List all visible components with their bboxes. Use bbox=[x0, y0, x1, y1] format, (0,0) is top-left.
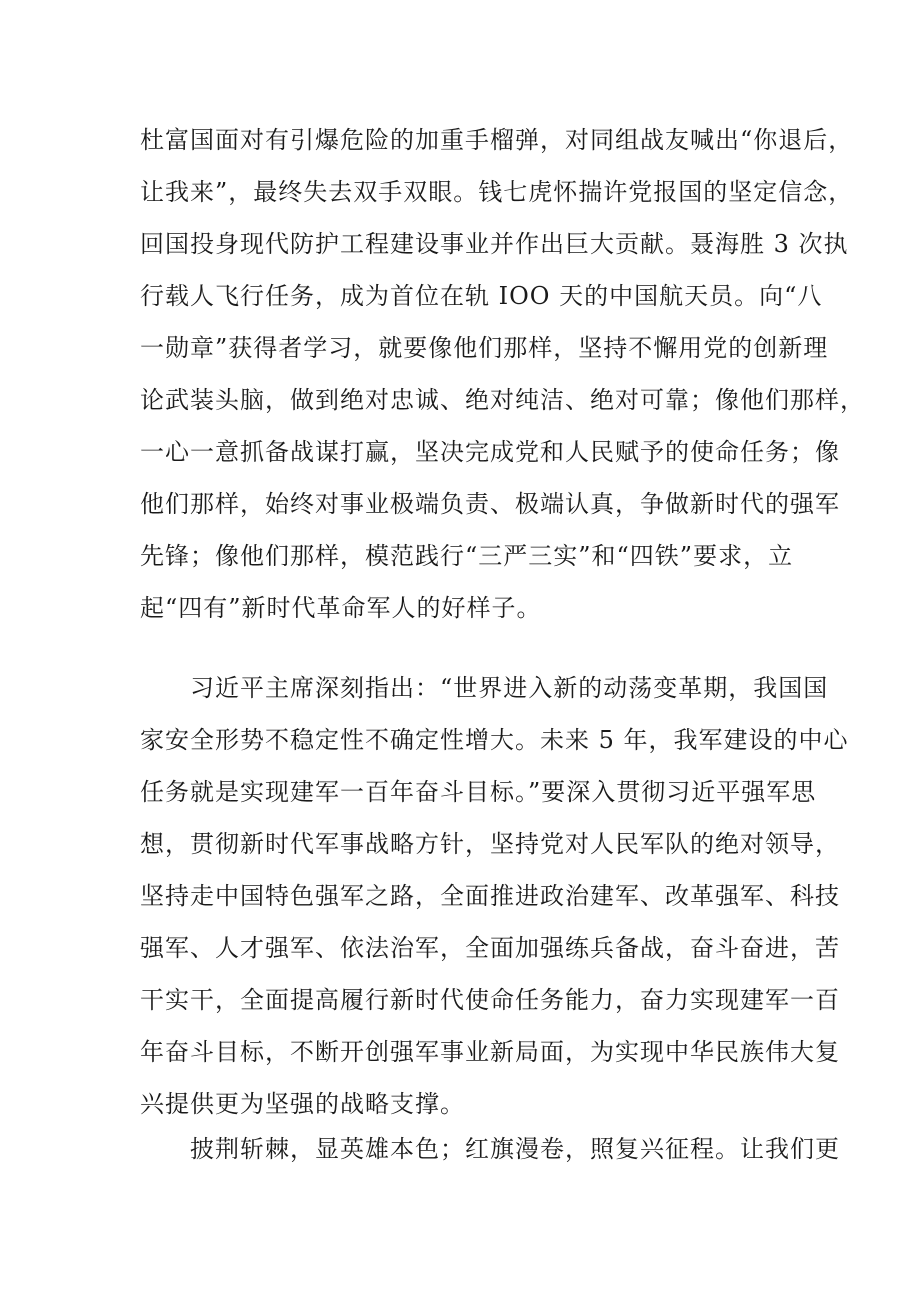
text-line: 杜富国面对有引爆危险的加重手榴弹，对同组战友喊出“你退后， bbox=[140, 126, 854, 154]
text-line: 想，贯彻新时代军事战略方针，坚持党对人民军队的绝对领导， bbox=[140, 830, 840, 858]
text-line: 一勋章”获得者学习，就要像他们那样，坚持不懈用党的创新理 bbox=[140, 334, 829, 362]
text-line: 习近平主席深刻指出：“世界进入新的动荡变革期，我国国 bbox=[140, 674, 829, 702]
text-line: 起“四有”新时代革命军人的好样子。 bbox=[140, 594, 542, 622]
paragraph-2 bbox=[140, 662, 849, 1130]
text-line: 回国投身现代防护工程建设事业并作出巨大贡献。聂海胜 3 次执 bbox=[140, 230, 849, 258]
text-line: 家安全形势不稳定性不确定性增大。未来 5 年，我军建设的中心 bbox=[140, 726, 849, 754]
text-line: 他们那样，始终对事业极端负责、极端认真，争做新时代的强军 bbox=[140, 490, 840, 518]
text-line: 强军、人才强军、依法治军，全面加强练兵备战，奋斗奋进，苦 bbox=[140, 934, 840, 962]
text-line: 披荆斩棘，显英雄本色；红旗漫卷，照复兴征程。让我们更 bbox=[140, 1135, 840, 1163]
text-line: 论武装头脑，做到绝对忠诚、绝对纯洁、绝对可靠；像他们那样， bbox=[140, 386, 865, 414]
paragraph-3 bbox=[140, 1123, 840, 1175]
text-line: 任务就是实现建军一百年奋斗目标。”要深入贯彻习近平强军思 bbox=[140, 778, 817, 806]
text-line: 一心一意抓备战谋打赢，坚决完成党和人民赋予的使命任务；像 bbox=[140, 438, 840, 466]
text-line: 坚持走中国特色强军之路，全面推进政治建军、改革强军、科技 bbox=[140, 882, 840, 910]
text-line: 兴提供更为坚强的战略支撑。 bbox=[140, 1090, 465, 1118]
text-line: 让我来”，最终失去双手双眼。钱七虎怀揣许党报国的坚定信念， bbox=[140, 178, 854, 206]
text-line: 干实干，全面提高履行新时代使命任务能力，奋力实现建军一百 bbox=[140, 986, 840, 1014]
text-line: 行载人飞行任务，成为首位在轨 IOO 天的中国航天员。向“八 bbox=[140, 282, 823, 310]
text-line: 年奋斗目标，不断开创强军事业新局面，为实现中华民族伟大复 bbox=[140, 1038, 840, 1066]
paragraph-1 bbox=[140, 114, 865, 634]
text-line: 先锋；像他们那样，模范践行“三严三实”和“四铁”要求，立 bbox=[140, 542, 794, 570]
